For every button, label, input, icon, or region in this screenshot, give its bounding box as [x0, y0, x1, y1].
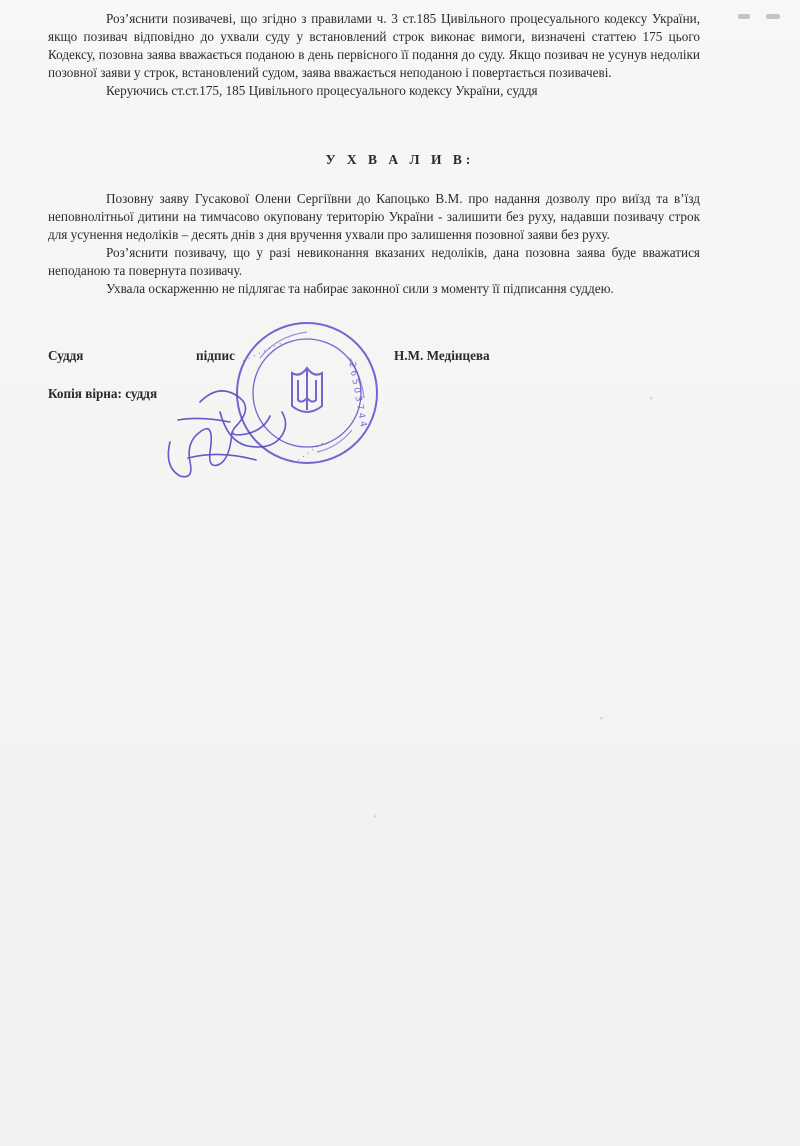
scan-artifact: [766, 14, 780, 19]
scan-artifact: [738, 14, 750, 19]
svg-text:· · · · · · · ·: · · · · · · · ·: [240, 339, 284, 367]
ruling-heading: У Х В А Л И В:: [325, 152, 475, 167]
handwritten-signature: [160, 372, 300, 482]
ruling-paragraph: Позовну заяву Гусакової Олени Сергіївни до Капоцько В.М. про надання дозволу про виїзд та в’їзд неповнолітньої дитини на тимчасово окуповану територію України - залишити без руху, надавши позивачу строк для усунення недоліків – десять днів з дня вручення ухвали про залишення позовної заяви без руху.: [48, 191, 700, 242]
intro-section: [48, 10, 700, 100]
final-paragraph: Ухвала оскарженню не підлягає та набирає законної сили з моменту її підписання суддею.: [106, 281, 614, 296]
bleed-through-mark: ·: [648, 388, 655, 410]
judge-name: Н.М. Медінцева: [394, 348, 490, 363]
ruling-section: [48, 190, 700, 298]
bleed-through-mark: ·: [372, 806, 379, 828]
explain-paragraph: Роз’яснити позивачу, що у разі невиконання вказаних недоліків, дана позовна заява буде вважатися неподаною та повернута позивачу.: [48, 245, 700, 278]
guided-by-line: Керуючись ст.ст.175, 185 Цивільного процесуального кодексу України, суддя: [106, 83, 538, 98]
intro-paragraph: Роз’яснити позивачеві, що згідно з правилами ч. 3 ст.185 Цивільного процесуального кодексу України, якщо позивач відповідно до ухвали суду у встановлений строк виконає вимоги, визначені статтею 175 цього Кодексу, позовна заява вважається поданою в день первісного її подання до суду. Якщо позивач не усунув недоліки позовної заяви у строк, встановлений судом, заява вважається неподаною і повертається позивачеві.: [48, 11, 700, 80]
copy-certified-label: Копія вірна: суддя: [48, 386, 158, 401]
bleed-through-mark: ·: [598, 708, 605, 730]
svg-text:2 6 5 0 3 7 4 4: 2 6 5 0 3 7 4 4: [346, 361, 368, 428]
judge-label: Суддя: [48, 348, 84, 363]
signed-label: підпис: [196, 348, 235, 363]
svg-text:· · · · · ·: · · · · · ·: [295, 439, 327, 466]
